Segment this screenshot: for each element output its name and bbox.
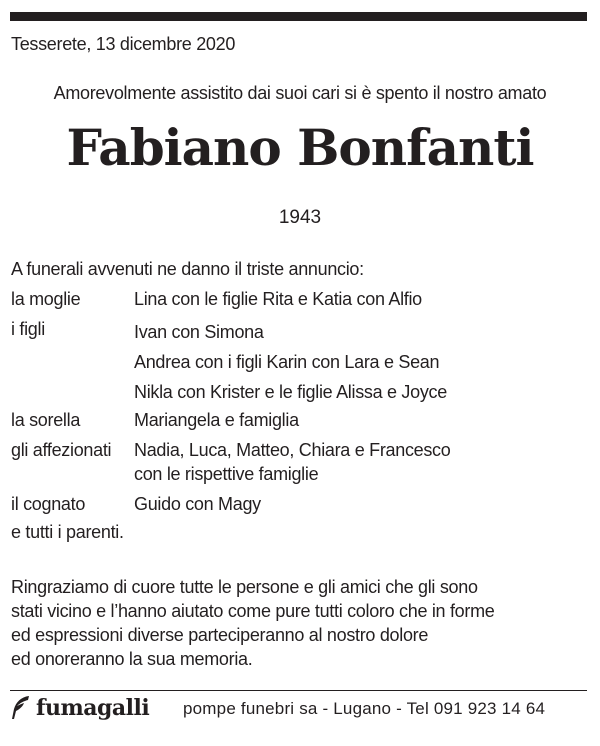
family-names: Mariangela e famiglia [134, 410, 299, 430]
top-divider [10, 12, 587, 21]
family-names: Nikla con Krister e le figlie Alissa e Joyce [134, 382, 447, 402]
feather-icon [11, 695, 31, 721]
dateline: Tesserete, 13 dicembre 2020 [11, 34, 236, 54]
family-names: Andrea con i figli Karin con Lara e Sean [134, 352, 440, 372]
announcement: A funerali avvenuti ne danno il triste annuncio: [11, 259, 364, 279]
thanks-line: Ringraziamo di cuore tutte le persone e gli amici che gli sono [11, 577, 478, 597]
relation-label: gli affezionati [11, 440, 112, 460]
thanks-paragraph [11, 575, 591, 671]
thanks-line: ed espressioni diverse parteciperanno al nostro dolore [11, 625, 429, 645]
family-names: con le rispettive famiglie [134, 464, 319, 484]
family-names: Nadia, Luca, Matteo, Chiara e Francesco [134, 440, 451, 460]
relation-label: il cognato [11, 494, 86, 514]
birth-year: 1943 [278, 207, 322, 228]
family-names: Lina con le figlie Rita e Katia con Alfio [134, 289, 422, 309]
relation-label: i figli [11, 319, 45, 339]
family-names: Guido con Magy [134, 494, 261, 514]
relation-label: la sorella [11, 410, 81, 430]
bottom-divider [10, 690, 587, 691]
brand-name: fumagalli [36, 695, 150, 721]
contact-info: pompe funebri sa - Lugano - Tel 091 923 14 64 [183, 699, 546, 718]
thanks-line: ed onoreranno la sua memoria. [11, 649, 253, 669]
deceased-name: Fabiano Bonfanti [66, 118, 534, 177]
all-relatives: e tutti i parenti. [11, 522, 124, 542]
family-names: Ivan con Simona [134, 322, 264, 342]
relation-label: la moglie [11, 289, 81, 309]
intro-text: Amorevolmente assistito dai suoi cari si è spento il nostro amato [53, 83, 547, 103]
brand-logo [11, 695, 149, 721]
thanks-line: stati vicino e l’hanno aiutato come pure tutti coloro che in forme [11, 601, 495, 621]
